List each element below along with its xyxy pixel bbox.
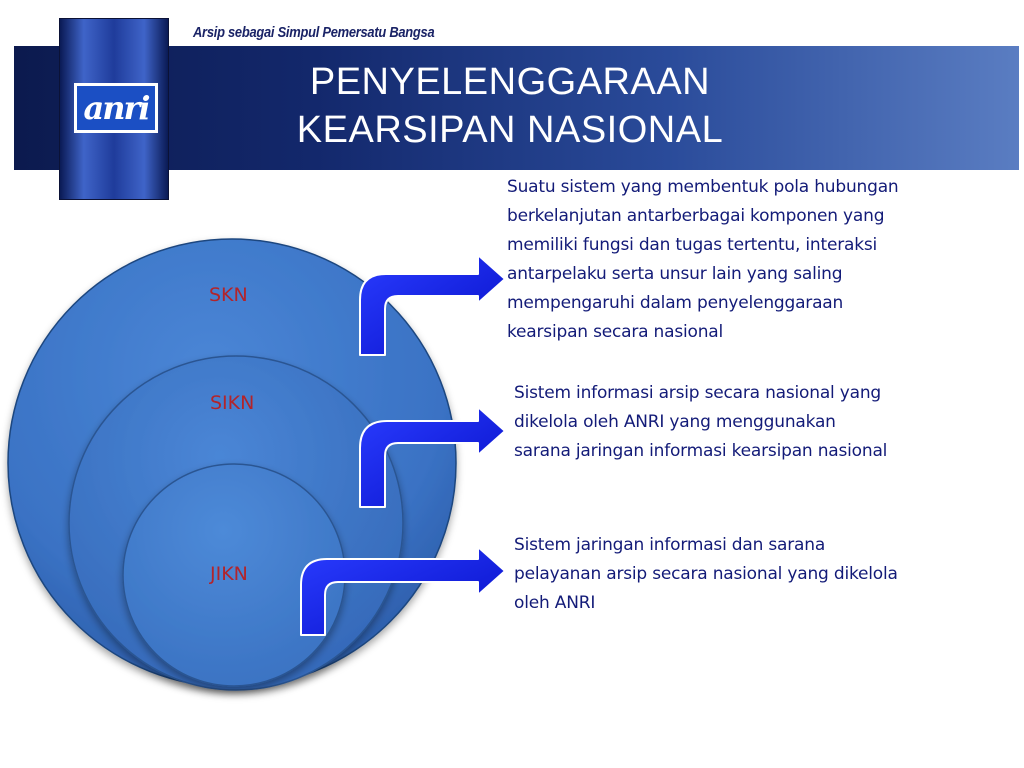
anri-logo-text: anri xyxy=(77,86,155,130)
jikn-label: JIKN xyxy=(210,563,248,585)
skn-description-line: memiliki fungsi dan tugas tertentu, interaksi xyxy=(507,235,878,255)
jikn-description-line: pelayanan arsip secara nasional yang dikelola xyxy=(514,564,898,584)
page-title-line-2: KEARSIPAN NASIONAL xyxy=(296,109,724,151)
skn-description-line: kearsipan secara nasional xyxy=(507,322,724,342)
jikn-description-line: oleh ANRI xyxy=(514,593,596,613)
sikn-label: SIKN xyxy=(210,392,255,414)
skn-description-line: Suatu sistem yang membentuk pola hubungan xyxy=(507,177,899,197)
sikn-description-line: dikelola oleh ANRI yang menggunakan xyxy=(514,412,836,432)
jikn-description xyxy=(514,531,974,618)
skn-label: SKN xyxy=(209,284,248,306)
sikn-description-line: Sistem informasi arsip secara nasional yang xyxy=(514,383,882,403)
skn-description-line: antarpelaku serta unsur lain yang saling xyxy=(507,264,843,284)
tagline: Arsip sebagai Simpul Pemersatu Bangsa xyxy=(193,24,435,41)
sikn-description-line: sarana jaringan informasi kearsipan nasional xyxy=(514,441,888,461)
skn-description-line: berkelanjutan antarberbagai komponen yang xyxy=(507,206,885,226)
skn-description-line: mempengaruhi dalam penyelenggaraan xyxy=(507,293,844,313)
skn-arrow-icon xyxy=(360,255,505,355)
skn-description xyxy=(507,173,977,347)
page-title-line-1: PENYELENGGARAAN xyxy=(309,61,711,103)
jikn-description-line: Sistem jaringan informasi dan sarana xyxy=(514,535,826,555)
sikn-description xyxy=(514,379,964,466)
